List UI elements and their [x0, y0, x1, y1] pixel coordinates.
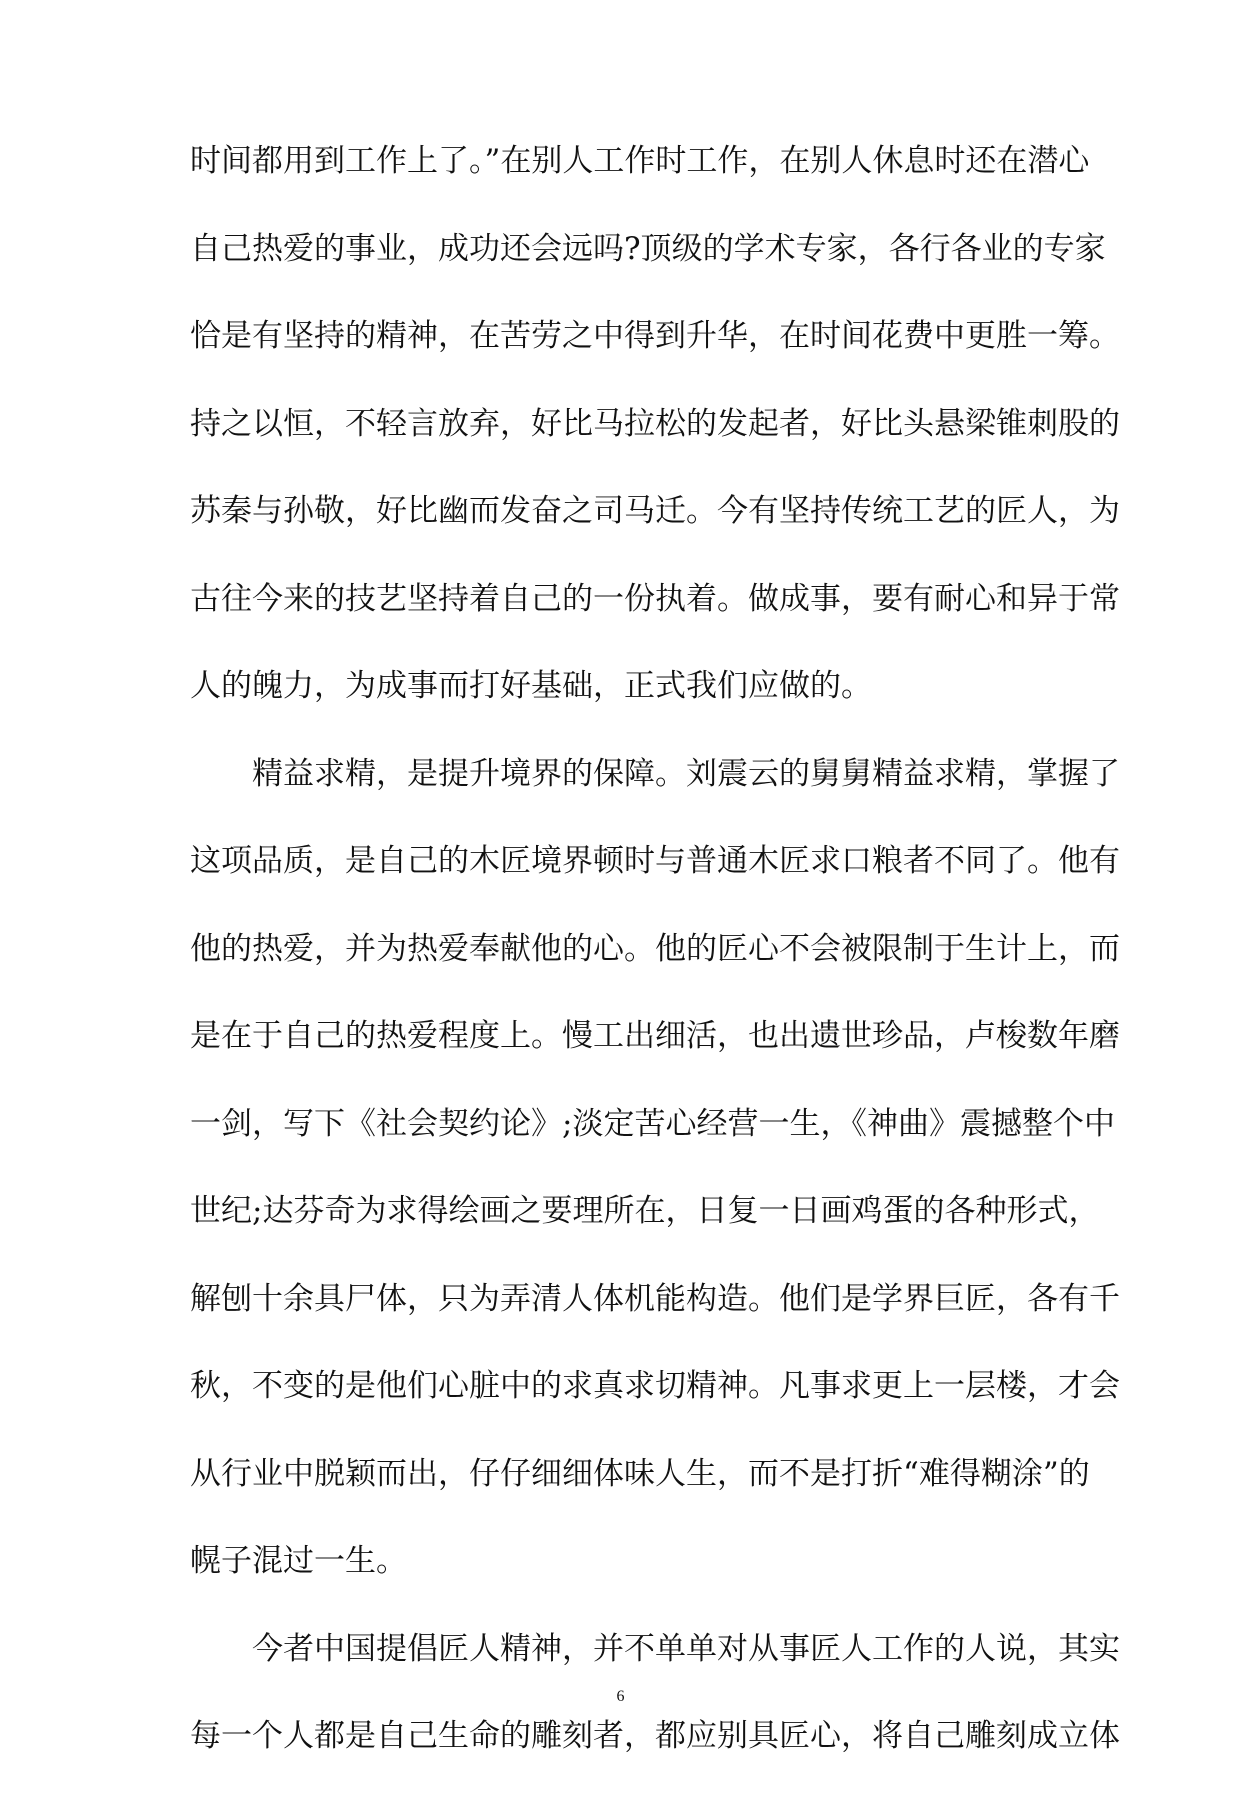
text-line: 精益求精，是提升境界的保障。刘震云的舅舅精益求精，掌握了 [252, 755, 1120, 792]
text-line: 从行业中脱颖而出，仔仔细细体味人生，而不是打折“难得糊涂”的 [190, 1455, 1090, 1492]
text-line: 解刨十余具尸体，只为弄清人体机能构造。他们是学界巨匠，各有千 [190, 1280, 1120, 1317]
text-line: 苏秦与孙敬，好比幽而发奋之司马迁。今有坚持传统工艺的匠人，为 [190, 493, 1120, 529]
text-line: 一剑，写下《社会契约论》;淡定苦心经营一生，《神曲》震撼整个中 [190, 1105, 1115, 1142]
text-line: 持之以恒，不轻言放弃，好比马拉松的发起者，好比头悬梁锥刺股的 [190, 405, 1120, 442]
page-number: 6 [616, 1688, 625, 1705]
text-line: 恰是有坚持的精神，在苦劳之中得到升华，在时间花费中更胜一筹。 [190, 318, 1120, 354]
text-line: 世纪;达芬奇为求得绘画之要理所在，日复一日画鸡蛋的各种形式， [190, 1193, 1100, 1229]
text-line: 这项品质，是自己的木匠境界顿时与普通木匠求口粮者不同了。他有 [190, 843, 1120, 879]
text-line: 秋，不变的是他们心脏中的求真求切精神。凡事求更上一层楼，才会 [190, 1368, 1120, 1404]
text-line: 今者中国提倡匠人精神，并不单单对从事匠人工作的人说，其实 [252, 1630, 1120, 1667]
text-line: 时间都用到工作上了。”在别人工作时工作，在别人休息时还在潜心 [190, 143, 1090, 179]
body-text [190, 137, 1120, 1800]
paragraph-2 [190, 750, 1120, 1625]
text-line: 幌子混过一生。 [190, 1543, 407, 1579]
text-line: 古往今来的技艺坚持着自己的一份执着。做成事，要有耐心和异于常 [190, 580, 1120, 617]
text-line: 自己热爱的事业，成功还会远吗?顶级的学术专家，各行各业的专家 [190, 230, 1106, 267]
text-line: 是在于自己的热爱程度上。慢工出细活，也出遗世珍品，卢梭数年磨 [190, 1018, 1120, 1054]
paragraph-3 [190, 1625, 1120, 1800]
paragraph-1 [190, 137, 1120, 750]
text-line: 每一个人都是自己生命的雕刻者，都应别具匠心，将自己雕刻成立体 [190, 1718, 1120, 1754]
text-line: 人的魄力，为成事而打好基础，正式我们应做的。 [190, 668, 872, 704]
text-line: 他的热爱，并为热爱奉献他的心。他的匠心不会被限制于生计上，而 [190, 930, 1120, 967]
